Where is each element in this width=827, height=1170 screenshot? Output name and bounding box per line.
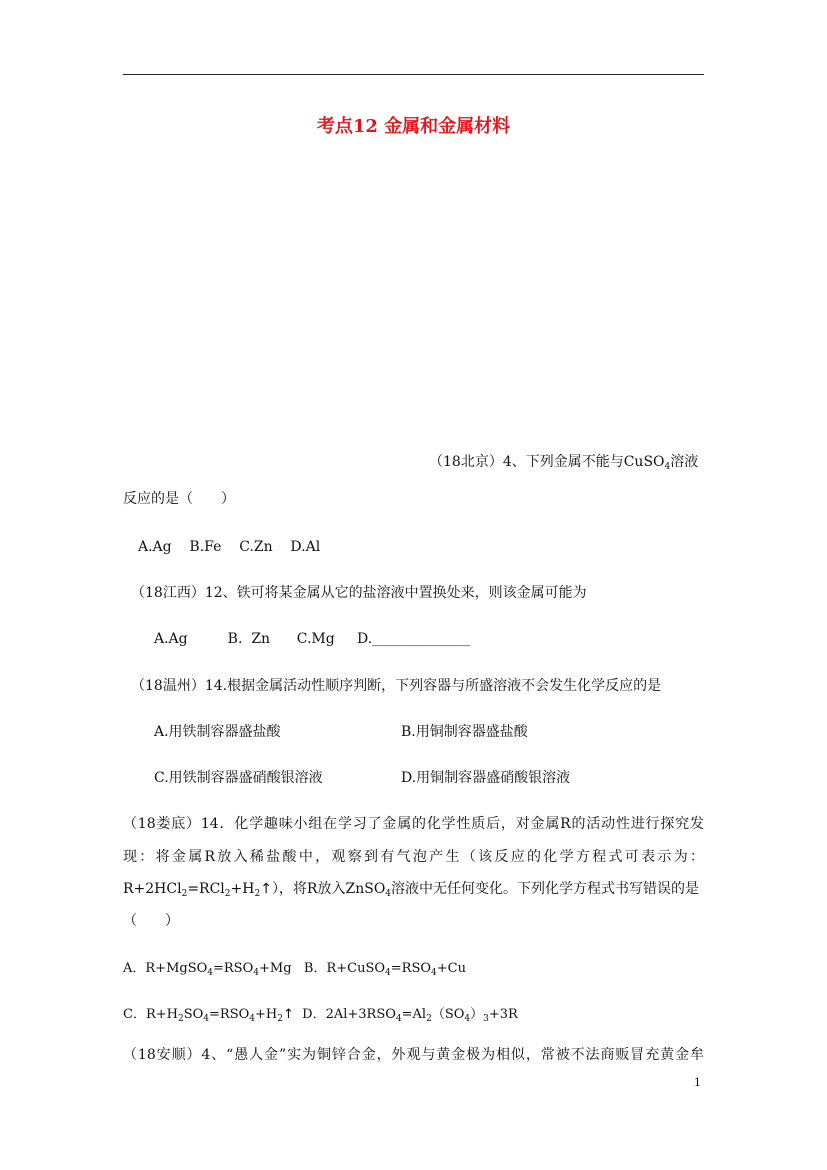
question-beijing-line1: （18北京）4、下列金属不能与CuSO$_4$溶液	[429, 454, 699, 472]
question-wenzhou-option-c: C.用铁制容器盛硝酸银溶液	[154, 770, 323, 786]
question-wenzhou-stem: （18温州）14.根据金属活动性顺序判断，下列容器与所盛溶液不会发生化学反应的是	[131, 678, 662, 694]
question-wenzhou-option-d: D.用铜制容器盛硝酸银溶液	[401, 770, 571, 786]
question-jiangxi-stem: （18江西）12、铁可将某金属从它的盐溶液中置换处来，则该金属可能为	[131, 585, 587, 601]
question-loudi-options-cd: C．$R+H_2SO_4=RSO_4+H_2↑$ D．$2Al+3RSO_4=Al_2(SO_4)_3+3R$	[123, 1007, 518, 1024]
question-loudi-line4: （ ）	[123, 913, 179, 929]
question-beijing-line2: 反应的是（ ）	[123, 491, 235, 507]
header-rule	[123, 74, 704, 75]
question-loudi-line2: 现：将金属R放入稀盐酸中，观察到有气泡产生（该反应的化学方程式可表示为：	[123, 849, 704, 865]
question-beijing-options: A.Ag B.Fe C.Zn D.Al	[138, 539, 321, 555]
question-loudi-line3: $R+2HCl_2=RCl_2+H_2↑$），将R放入ZnSO$_4$溶液中无任何变化。下列化学方程式书写错误的是	[123, 881, 700, 899]
question-wenzhou-option-a: A.用铁制容器盛盐酸	[154, 724, 281, 740]
page-title: 考点12 金属和金属材料	[316, 116, 511, 137]
question-anshun-line1: （18安顺）4、“愚人金”实为铜锌合金，外观与黄金极为相似，常被不法商贩冒充黄金牟	[123, 1047, 704, 1063]
question-wenzhou-option-b: B.用铜制容器盛盐酸	[401, 724, 528, 740]
question-loudi-options-ab: A．$R+MgSO_4=RSO_4+Mg$ B．$R+CuSO_4=RSO_4+Cu$	[123, 961, 466, 978]
question-jiangxi-options: A.Ag B. Zn C.Mg D.______________	[154, 631, 471, 647]
question-loudi-line1: （18娄底）14．化学趣味小组在学习了金属的化学性质后，对金属R的活动性进行探究发	[123, 816, 704, 832]
page-number: 1	[694, 1076, 701, 1089]
